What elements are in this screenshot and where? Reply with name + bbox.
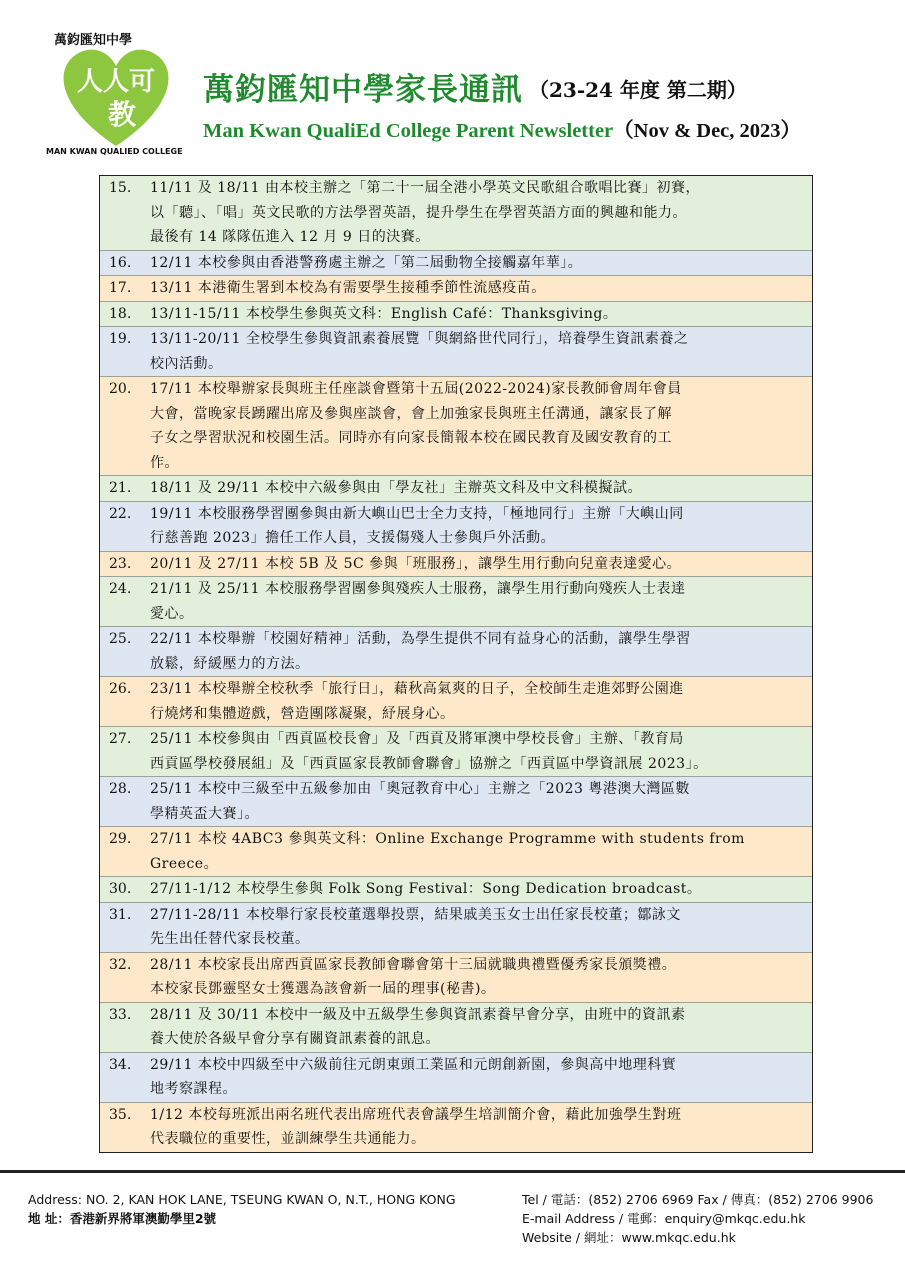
address-en: Address: NO. 2, KAN HOK LANE, TSEUNG KWAN O, N.T., HONG KONG [28, 1192, 456, 1207]
item-text-line: 校內活動。 [150, 355, 223, 372]
item-text-line: 大會，當晚家長踴躍出席及參與座談會，會上加強家長與班主任溝通，讓家長了解 [150, 405, 672, 422]
news-item [100, 552, 812, 578]
item-text-line: 18/11 及 29/11 本校中六級參與由「學友社」主辦英文科及中文科模擬試。 [150, 480, 643, 496]
item-text-line: 12/11 本校參與由香港警務處主辦之「第二屆動物全接觸嘉年華」。 [150, 254, 583, 271]
item-text-line: 子女之學習狀況和校園生活。同時亦有向家長簡報本校在國民教育及國安教育的工 [150, 430, 672, 446]
item-number: 24. [109, 581, 132, 597]
item-text [150, 577, 812, 626]
item-text-line: 17/11 本校舉辦家長與班主任座談會暨第十五屆(2022-2024)家長教師會周年會員 [150, 381, 682, 397]
item-text [150, 552, 812, 577]
item-number: 33. [109, 1006, 132, 1023]
item-text [150, 677, 812, 726]
item-text-line: 以「聽」、「唱」英文民歌的方法學習英語，提升學生在學習英語方面的興趣和能力。 [150, 204, 687, 221]
news-item [100, 827, 812, 877]
item-text-line: 20/11 及 27/11 本校 5B 及 5C 參與「班服務」，讓學生用行動向兒童表達愛心。 [150, 555, 682, 572]
item-text-line: 28/11 本校家長出席西貢區家長教師會聯會第十三屆就職典禮暨優秀家長頒獎禮。 [150, 956, 677, 973]
news-item [100, 327, 812, 377]
item-text-line: 放鬆，紓緩壓力的方法。 [150, 655, 310, 672]
item-text-line: 學精英盃大賽」。 [150, 805, 259, 822]
svg-text:MAN KWAN QUALIED COLLEGE: MAN KWAN QUALIED COLLEGE [46, 147, 183, 156]
item-number: 27. [109, 731, 132, 747]
svg-text:人人可: 人人可 [76, 67, 156, 97]
item-text [150, 777, 812, 826]
newsletter-title-en [203, 113, 801, 143]
item-number: 17. [109, 280, 132, 296]
news-item [100, 377, 812, 476]
news-item [100, 276, 812, 302]
footer-address [28, 1190, 456, 1228]
item-number: 30. [109, 881, 132, 897]
item-number: 29. [109, 831, 132, 847]
school-logo [40, 14, 192, 162]
item-text-line: 22/11 本校舉辦「校園好精神」活動，為學生提供不同有益身心的活動，讓學生學習 [150, 631, 691, 647]
item-text [150, 1103, 812, 1152]
news-item [100, 176, 812, 251]
news-item [100, 627, 812, 677]
item-number: 31. [109, 906, 132, 923]
item-text-line: 最後有 14 隊隊伍進入 12 月 9 日的決賽。 [150, 229, 430, 245]
item-text-line: 代表職位的重要性，並訓練學生共通能力。 [150, 1131, 426, 1147]
item-text [150, 251, 812, 276]
item-text [150, 377, 812, 475]
item-text-line: 11/11 及 18/11 由本校主辦之「第二十一屆全港小學英文民歌組合歌唱比賽」初賽， [150, 180, 701, 196]
news-item [100, 903, 812, 953]
item-text [150, 877, 812, 902]
news-item [100, 251, 812, 277]
item-text-line: 27/11-28/11 本校舉行家長校董選舉投票，結果戚美玉女士出任家長校董；鄒詠文 [150, 906, 681, 923]
item-text [150, 627, 812, 676]
news-item [100, 1103, 812, 1152]
item-text-line: 13/11-15/11 本校學生參與英文科：English Café：Thanksgiving。 [150, 305, 618, 322]
news-item [100, 502, 812, 552]
newsletter-title-zh [203, 64, 747, 109]
item-number: 19. [109, 331, 132, 347]
item-text-line: 作。 [150, 454, 179, 471]
footer-divider [0, 1170, 905, 1173]
svg-text:教: 教 [107, 98, 137, 131]
item-number: 34. [109, 1056, 132, 1073]
item-number: 21. [109, 480, 132, 496]
item-text-line: 行燒烤和集體遊戲，營造團隊凝聚，紓展身心。 [150, 705, 455, 722]
item-text-line: 13/11 本港衛生署到本校為有需要學生接種季節性流感疫苗。 [150, 280, 546, 296]
item-number: 28. [109, 781, 132, 797]
item-text-line: 29/11 本校中四級至中六級前往元朗東頭工業區和元朗創新園，參與高中地理科實 [150, 1056, 677, 1073]
news-item [100, 777, 812, 827]
item-text [150, 1053, 812, 1102]
address-zh: 地 址：香港新界將軍澳勤學里2號 [28, 1211, 217, 1226]
news-item [100, 302, 812, 328]
item-text-line: 19/11 本校服務學習團參與由新大嶼山巴士全力支持，「極地同行」主辦「大嶼山同 [150, 505, 684, 522]
svg-text:萬鈞匯知中學: 萬鈞匯知中學 [54, 33, 133, 48]
item-number: 18. [109, 305, 132, 322]
item-number: 26. [109, 681, 132, 697]
news-item [100, 953, 812, 1003]
item-text-line: 25/11 本校參與由「西貢區校長會」及「西貢及將軍澳中學校長會」主辦、「教育局 [150, 731, 684, 747]
item-text-line: 27/11-1/12 本校學生參與 Folk Song Festival：Song Dedication broadcast。 [150, 881, 702, 897]
item-number: 25. [109, 631, 132, 647]
item-text [150, 327, 812, 376]
news-item [100, 1053, 812, 1103]
item-text-line: 先生出任替代家長校董。 [150, 931, 310, 947]
item-text-line: 23/11 本校舉辦全校秋季「旅行日」，藉秋高氣爽的日子，全校師生走進郊野公園進 [150, 681, 684, 697]
item-text-line: 25/11 本校中三級至中五級參加由「奧冠教育中心」主辦之「2023 粵港澳大灣區數 [150, 781, 690, 797]
item-text-line: 西貢區學校發展組」及「西貢區家長教師會聯會」協辦之「西貢區中學資訊展 2023」。 [150, 755, 708, 772]
item-text [150, 276, 812, 301]
title-zh-text: 萬鈞匯知中學家長通訊 [203, 72, 523, 108]
news-item [100, 877, 812, 903]
item-text-line: 27/11 本校 4ABC3 參與英文科：Online Exchange Programme with students from [150, 831, 745, 847]
item-text-line: 1/12 本校每班派出兩名班代表出席班代表會議學生培訓簡介會，藉此加強學生對班 [150, 1106, 682, 1123]
issue-zh: （23-24 年度 第二期） [529, 78, 747, 102]
item-number: 35. [109, 1106, 132, 1123]
item-number: 22. [109, 505, 132, 522]
news-items-table [99, 175, 813, 1153]
item-text-line: 養大使於各級早會分享有關資訊素養的訊息。 [150, 1031, 440, 1047]
item-number: 32. [109, 956, 132, 973]
item-text-line: 13/11-20/11 全校學生參與資訊素養展覽「與網絡世代同行」，培養學生資訊素養之 [150, 331, 689, 347]
item-text-line: 地考察課程。 [150, 1081, 237, 1097]
item-text [150, 827, 812, 876]
contact-email: E-mail Address / 電郵：enquiry@mkqc.edu.hk [522, 1211, 806, 1226]
item-text-line: 本校家長鄧靈堅女士獲選為該會新一屆的理事(秘書)。 [150, 981, 496, 997]
item-text [150, 302, 812, 327]
item-text-line: 21/11 及 25/11 本校服務學習團參與殘疾人士服務，讓學生用行動向殘疾人士表達 [150, 581, 686, 597]
contact-website: Website / 網址：www.mkqc.edu.hk [522, 1230, 736, 1245]
item-text-line: 行慈善跑 2023」擔任工作人員，支援傷殘人士參與戶外活動。 [150, 530, 556, 546]
item-number: 23. [109, 555, 132, 572]
item-number: 20. [109, 381, 132, 397]
item-text [150, 176, 812, 250]
item-text [150, 1003, 812, 1052]
item-text [150, 502, 812, 551]
item-text [150, 476, 812, 501]
item-number: 16. [109, 254, 132, 271]
item-text [150, 727, 812, 776]
item-text [150, 903, 812, 952]
news-item [100, 577, 812, 627]
news-item [100, 1003, 812, 1053]
footer-contact [522, 1190, 873, 1247]
item-number: 15. [109, 180, 132, 196]
item-text-line: 28/11 及 30/11 本校中一級及中五級學生參與資訊素養早會分享，由班中的資訊素 [150, 1006, 686, 1023]
issue-date-en: （Nov & Dec, 2023） [613, 120, 802, 142]
item-text-line: 愛心。 [150, 605, 194, 622]
news-item [100, 727, 812, 777]
item-text-line: Greece。 [150, 855, 219, 872]
item-text [150, 953, 812, 1002]
news-item [100, 677, 812, 727]
contact-tel: Tel / 電話：(852) 2706 6969 Fax / 傳真：(852) 2706 9906 [522, 1192, 874, 1207]
news-item [100, 476, 812, 502]
title-en-text: Man Kwan QualiEd College Parent Newsletter [203, 120, 614, 142]
